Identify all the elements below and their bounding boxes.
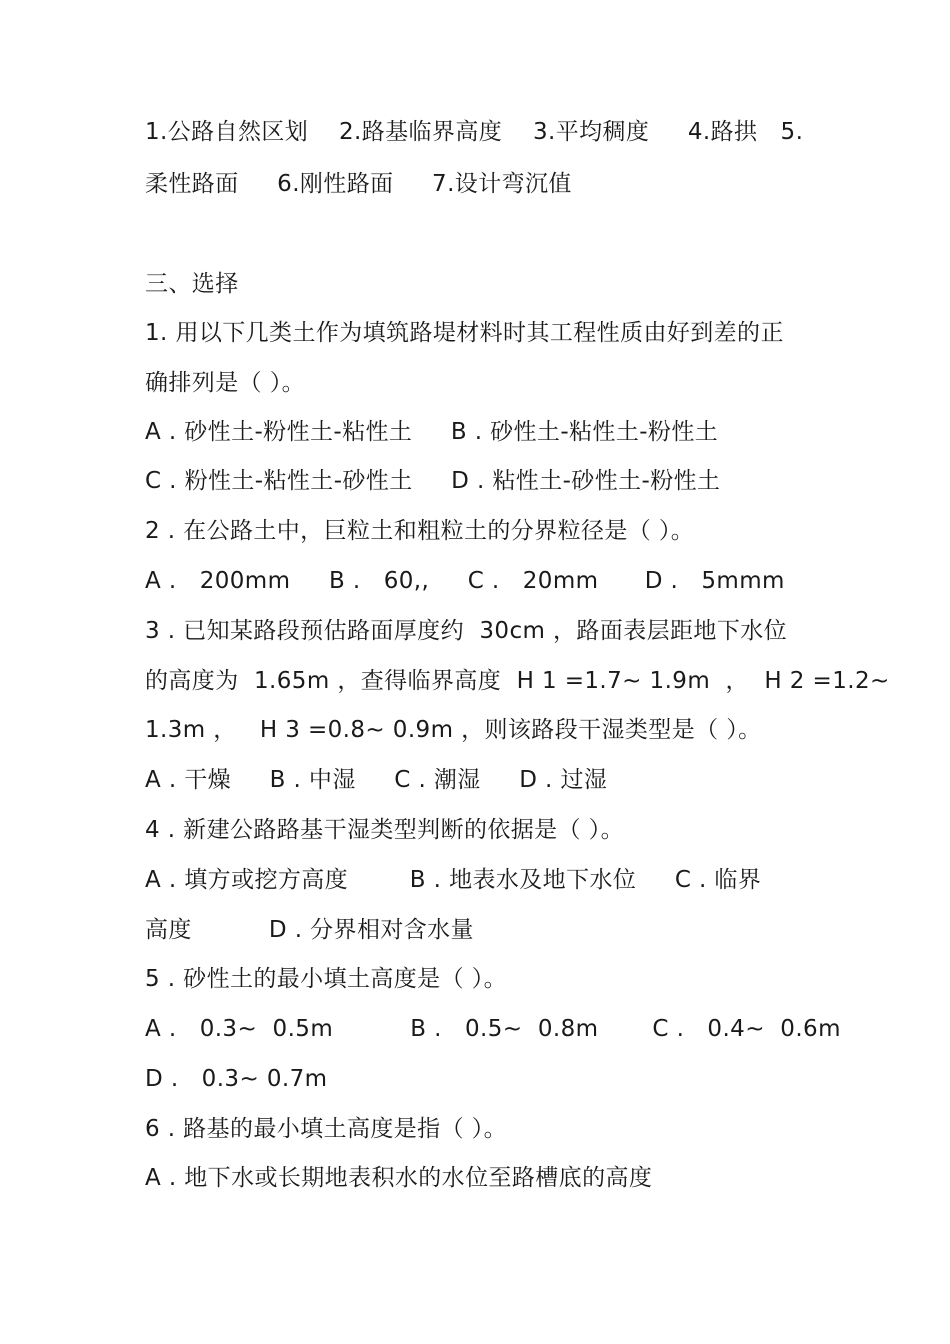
question-1-stem-line-2: 确排列是（ ）。 bbox=[145, 370, 306, 396]
question-6-options: A . 地下水或长期地表积水的水位至路槽底的高度 bbox=[145, 1165, 653, 1191]
question-1-options-line-1: A . 砂性土-粉性土-粘性土 B . 砂性土-粘性土-粉性土 bbox=[145, 419, 719, 445]
question-4-options-line-2: 高度 D . 分界相对含水量 bbox=[145, 917, 474, 943]
question-5-stem: 5 . 砂性土的最小填土高度是（ ）。 bbox=[145, 966, 507, 992]
question-6-stem: 6 . 路基的最小填土高度是指（ ）。 bbox=[145, 1116, 507, 1142]
terms-line-1: 1.公路自然区划 2.路基临界高度 3.平均稠度 4.路拱 5. bbox=[145, 119, 804, 145]
question-3-stem-line-3: 1.3m ， H 3 =0.8~ 0.9m ，则该路段干湿类型是（ ）。 bbox=[145, 717, 762, 743]
question-4-stem: 4 . 新建公路路基干湿类型判断的依据是（ ）。 bbox=[145, 817, 624, 843]
terms-line-2: 柔性路面 6.刚性路面 7.设计弯沉值 bbox=[145, 171, 572, 197]
question-3-options: A . 干燥 B . 中湿 C . 潮湿 D . 过湿 bbox=[145, 767, 608, 793]
question-4-options-line-1: A . 填方或挖方高度 B . 地表水及地下水位 C . 临界 bbox=[145, 867, 762, 893]
question-1-stem-line-1: 1. 用以下几类土作为填筑路堤材料时其工程性质由好到差的正 bbox=[145, 320, 784, 346]
question-3-stem-line-1: 3 . 已知某路段预估路面厚度约 30cm ，路面表层距地下水位 bbox=[145, 618, 788, 644]
question-2-options: A . 200mm B . 60,, C . 20mm D . 5mmm bbox=[145, 568, 785, 594]
question-3-stem-line-2: 的高度为 1.65m ，查得临界高度 H 1 =1.7~ 1.9m ， H 2 =1.2~ bbox=[145, 668, 890, 694]
question-2-stem: 2 . 在公路土中，巨粒土和粗粒土的分界粒径是（ ）。 bbox=[145, 518, 695, 544]
section-title: 三、选择 bbox=[145, 271, 239, 297]
question-5-options-line-1: A . 0.3~ 0.5m B . 0.5~ 0.8m C . 0.4~ 0.6m bbox=[145, 1016, 841, 1042]
question-1-options-line-2: C . 粉性土-粘性土-砂性土 D . 粘性土-砂性土-粉性土 bbox=[145, 468, 721, 494]
question-5-options-line-2: D . 0.3~ 0.7m bbox=[145, 1066, 328, 1092]
